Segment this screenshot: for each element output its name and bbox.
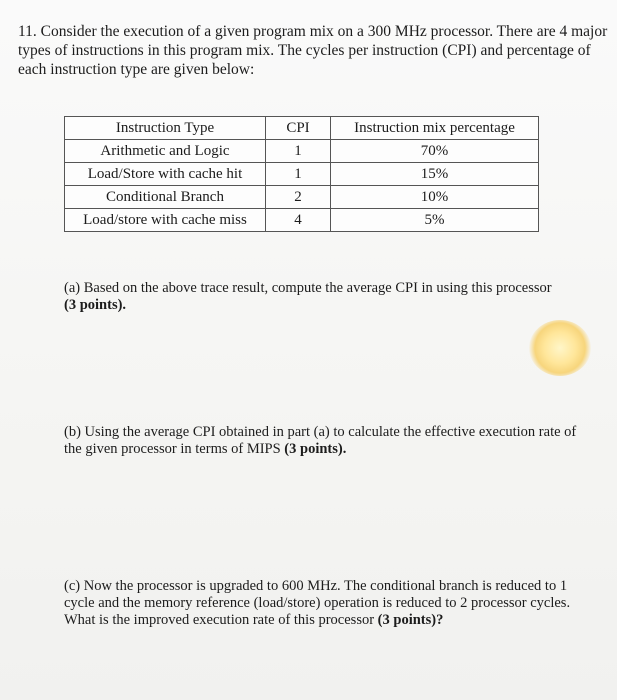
part-b-text bbox=[64, 424, 579, 458]
header-mix-percentage: Instruction mix percentage bbox=[331, 117, 539, 140]
part-a-body: (a) Based on the above trace result, compute the average CPI in using this processor bbox=[64, 280, 552, 296]
part-b-body: (b) Using the average CPI obtained in part (a) to calculate the effective execution rate of the given processor in terms of MIPS bbox=[64, 424, 577, 457]
cell-instruction-type: Load/store with cache miss bbox=[65, 209, 266, 232]
cell-mix-percentage: 70% bbox=[331, 140, 539, 163]
cell-instruction-type: Load/Store with cache hit bbox=[65, 163, 266, 186]
cell-cpi: 4 bbox=[266, 209, 331, 232]
part-c-text bbox=[64, 578, 579, 629]
table-header-row bbox=[65, 117, 539, 140]
cell-cpi: 1 bbox=[266, 163, 331, 186]
cell-cpi: 1 bbox=[266, 140, 331, 163]
header-cpi: CPI bbox=[266, 117, 331, 140]
part-c-body: (c) Now the processor is upgraded to 600 MHz. The conditional branch is reduced to 1 cycle and the memory reference (load/store) operation is reduced to 2 processor cycles. What is the improved execution rate of this processor bbox=[64, 578, 571, 628]
part-c-points: (3 points)? bbox=[377, 612, 444, 628]
part-a-points: (3 points). bbox=[64, 297, 127, 313]
cell-cpi: 2 bbox=[266, 186, 331, 209]
table-row bbox=[65, 186, 539, 209]
part-a-text bbox=[64, 280, 554, 314]
cell-mix-percentage: 15% bbox=[331, 163, 539, 186]
cell-instruction-type: Arithmetic and Logic bbox=[65, 140, 266, 163]
part-b-points: (3 points). bbox=[284, 441, 347, 457]
cell-mix-percentage: 10% bbox=[331, 186, 539, 209]
question-text: 11. Consider the execution of a given program mix on a 300 MHz processor. There are 4 major types of instructions in this program mix. The cycles per instruction (CPI) and percentage of each instruction type are given below: bbox=[18, 23, 608, 78]
cell-mix-percentage: 5% bbox=[331, 209, 539, 232]
table-row bbox=[65, 209, 539, 232]
light-glare bbox=[529, 320, 591, 376]
header-instruction-type: Instruction Type bbox=[65, 117, 266, 140]
instruction-table bbox=[64, 116, 539, 232]
table-row bbox=[65, 163, 539, 186]
table-row bbox=[65, 140, 539, 163]
cell-instruction-type: Conditional Branch bbox=[65, 186, 266, 209]
